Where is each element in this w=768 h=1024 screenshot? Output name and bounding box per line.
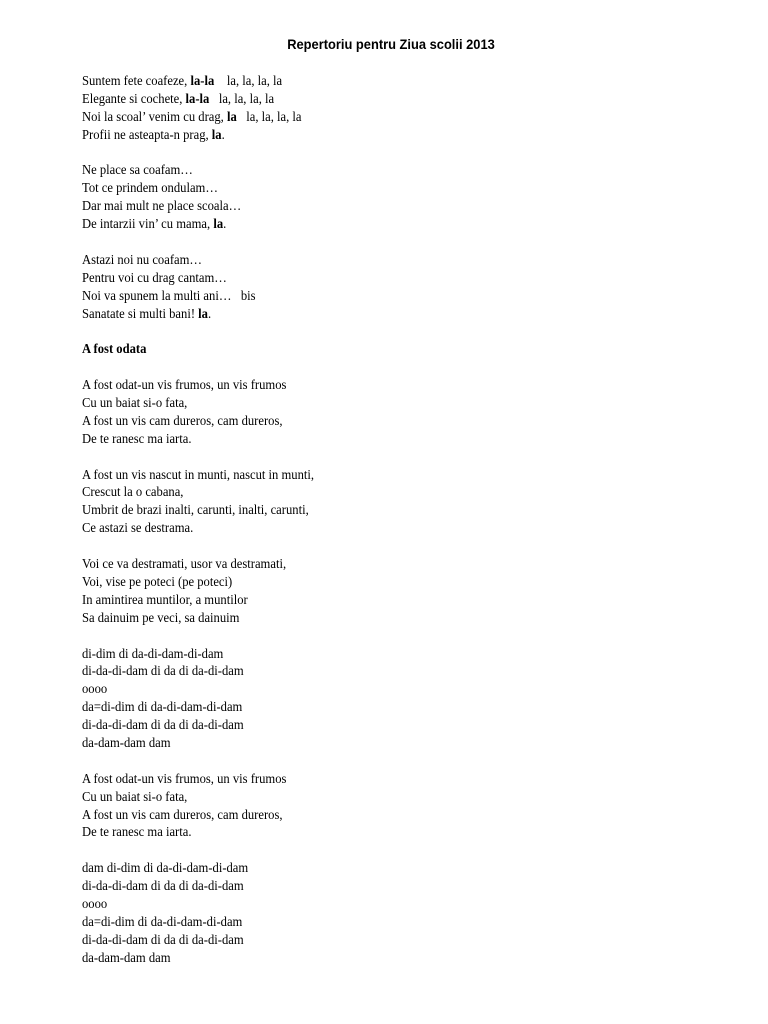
- lyric-text: Voi, vise pe poteci (pe poteci): [82, 574, 233, 590]
- lyric-text: A fost un vis cam dureros, cam dureros,: [82, 807, 283, 823]
- lyric-line: [82, 502, 658, 520]
- lyric-line: [82, 395, 658, 413]
- lyric-text: di-da-di-dam di da di da-di-dam: [82, 718, 244, 734]
- lyric-line: [82, 860, 658, 878]
- lyrics-body: [82, 73, 658, 985]
- lyric-line: [82, 252, 658, 270]
- lyric-text: Noi la scoal’ venim cu drag,: [82, 109, 227, 125]
- stanza: [82, 771, 658, 843]
- lyric-text: Ce astazi se destrama.: [82, 521, 194, 537]
- lyric-line: [82, 109, 658, 127]
- lyric-line: [82, 932, 658, 950]
- lyric-text: dam di-dim di da-di-dam-di-dam: [82, 861, 249, 877]
- lyric-text: A fost un vis nascut in munti, nascut in munti,: [82, 467, 315, 483]
- lyric-line: [82, 914, 658, 932]
- lyric-text: De intarzii vin’ cu mama,: [82, 217, 214, 233]
- lyric-line: [82, 556, 658, 574]
- lyric-text: De te ranesc ma iarta.: [82, 825, 192, 841]
- lyric-text: da-dam-dam dam: [82, 950, 171, 966]
- lyric-bold-text: la-la: [190, 74, 215, 89]
- lyric-text: Crescut la o cabana,: [82, 485, 184, 501]
- lyric-text: di-da-di-dam di da di da-di-dam: [82, 879, 244, 895]
- lyric-bold-text: la: [213, 217, 224, 233]
- lyric-text: Dar mai mult ne place scoala…: [82, 199, 242, 215]
- lyric-text: oooo: [82, 896, 108, 912]
- lyric-line: [82, 431, 658, 449]
- lyric-line: [82, 73, 658, 91]
- lyric-line: [82, 592, 658, 610]
- lyric-text: Tot ce prindem ondulam…: [82, 181, 218, 197]
- lyric-text: Astazi noi nu coafam…: [82, 252, 203, 268]
- lyric-text: Sanatate si multi bani!: [82, 306, 199, 322]
- lyric-line: [82, 467, 658, 485]
- lyric-line: [82, 735, 658, 753]
- lyric-text: .: [221, 127, 225, 143]
- lyric-line: [82, 950, 658, 968]
- lyric-bold-text: la: [211, 127, 222, 143]
- lyric-text: A fost un vis cam dureros, cam dureros,: [82, 413, 283, 429]
- stanza: [82, 252, 658, 324]
- lyric-line: [82, 377, 658, 395]
- lyric-line: [82, 896, 658, 914]
- lyric-line: [82, 413, 658, 431]
- lyric-text: Noi va spunem la multi ani… bis: [82, 288, 256, 304]
- stanza: [82, 860, 658, 967]
- lyric-line: [82, 610, 658, 628]
- lyric-line: [82, 180, 658, 198]
- lyric-line: [82, 789, 658, 807]
- lyric-line: [82, 663, 658, 681]
- lyric-text: Umbrit de brazi inalti, carunti, inalti, carunti,: [82, 503, 309, 519]
- lyric-line: [82, 127, 658, 145]
- lyric-text: Profii ne asteapta-n prag,: [82, 127, 212, 143]
- lyric-line: [82, 699, 658, 717]
- lyric-line: [82, 162, 658, 180]
- lyric-bold-text: la: [198, 306, 208, 322]
- lyric-text: Pentru voi cu drag cantam…: [82, 270, 227, 286]
- lyric-line: [82, 878, 658, 896]
- lyric-line: [82, 198, 658, 216]
- lyric-line: [82, 270, 658, 288]
- lyric-bold-text: la-la: [185, 91, 210, 107]
- section-heading: A fost odata: [82, 342, 147, 358]
- stanza: [82, 556, 658, 628]
- lyric-text: la, la, la, la: [236, 109, 302, 125]
- document-title: Repertoriu pentru Ziua scolii 2013: [287, 36, 495, 52]
- lyric-text: .: [223, 217, 227, 233]
- lyric-text: Cu un baiat si-o fata,: [82, 789, 188, 805]
- lyric-text: di-da-di-dam di da di da-di-dam: [82, 664, 244, 680]
- stanza: [82, 646, 658, 753]
- lyric-text: da-dam-dam dam: [82, 735, 171, 751]
- lyric-line: [82, 681, 658, 699]
- lyric-text: da=di-dim di da-di-dam-di-dam: [82, 914, 243, 930]
- lyric-line: [82, 646, 658, 664]
- lyric-text: Suntem fete coafeze,: [82, 74, 191, 89]
- lyric-line: [82, 771, 658, 789]
- stanza: [82, 73, 658, 145]
- lyric-text: Sa dainuim pe veci, sa dainuim: [82, 610, 240, 626]
- lyric-text: Voi ce va destramati, usor va destramati,: [82, 557, 287, 573]
- lyric-line: [82, 574, 658, 592]
- lyric-text: da=di-dim di da-di-dam-di-dam: [82, 700, 243, 716]
- stanza: [82, 377, 658, 449]
- lyric-text: la, la, la, la: [209, 91, 275, 107]
- lyric-line: [82, 288, 658, 306]
- lyric-line: [82, 824, 658, 842]
- lyric-line: [82, 717, 658, 735]
- lyric-line: [82, 216, 658, 234]
- lyric-text: Elegante si cochete,: [82, 91, 186, 107]
- lyric-text: Cu un baiat si-o fata,: [82, 396, 188, 412]
- lyric-line: [82, 807, 658, 825]
- lyric-text: oooo: [82, 682, 108, 698]
- lyric-text: In amintirea muntilor, a muntilor: [82, 592, 248, 608]
- stanza: [82, 467, 658, 539]
- lyric-text: A fost odat-un vis frumos, un vis frumos: [82, 378, 287, 394]
- lyric-text: di-da-di-dam di da di da-di-dam: [82, 932, 244, 948]
- lyric-line: [82, 306, 658, 324]
- lyric-text: di-dim di da-di-dam-di-dam: [82, 646, 224, 662]
- lyric-bold-text: la: [226, 109, 237, 125]
- stanza: [82, 162, 658, 234]
- lyric-line: [82, 484, 658, 502]
- lyric-text: Ne place sa coafam…: [82, 163, 193, 179]
- lyric-line: [82, 91, 658, 109]
- lyric-text: la, la, la, la: [214, 74, 283, 89]
- lyric-text: A fost odat-un vis frumos, un vis frumos: [82, 771, 287, 787]
- lyric-text: .: [207, 306, 212, 322]
- lyric-line: [82, 520, 658, 538]
- lyric-text: De te ranesc ma iarta.: [82, 431, 192, 447]
